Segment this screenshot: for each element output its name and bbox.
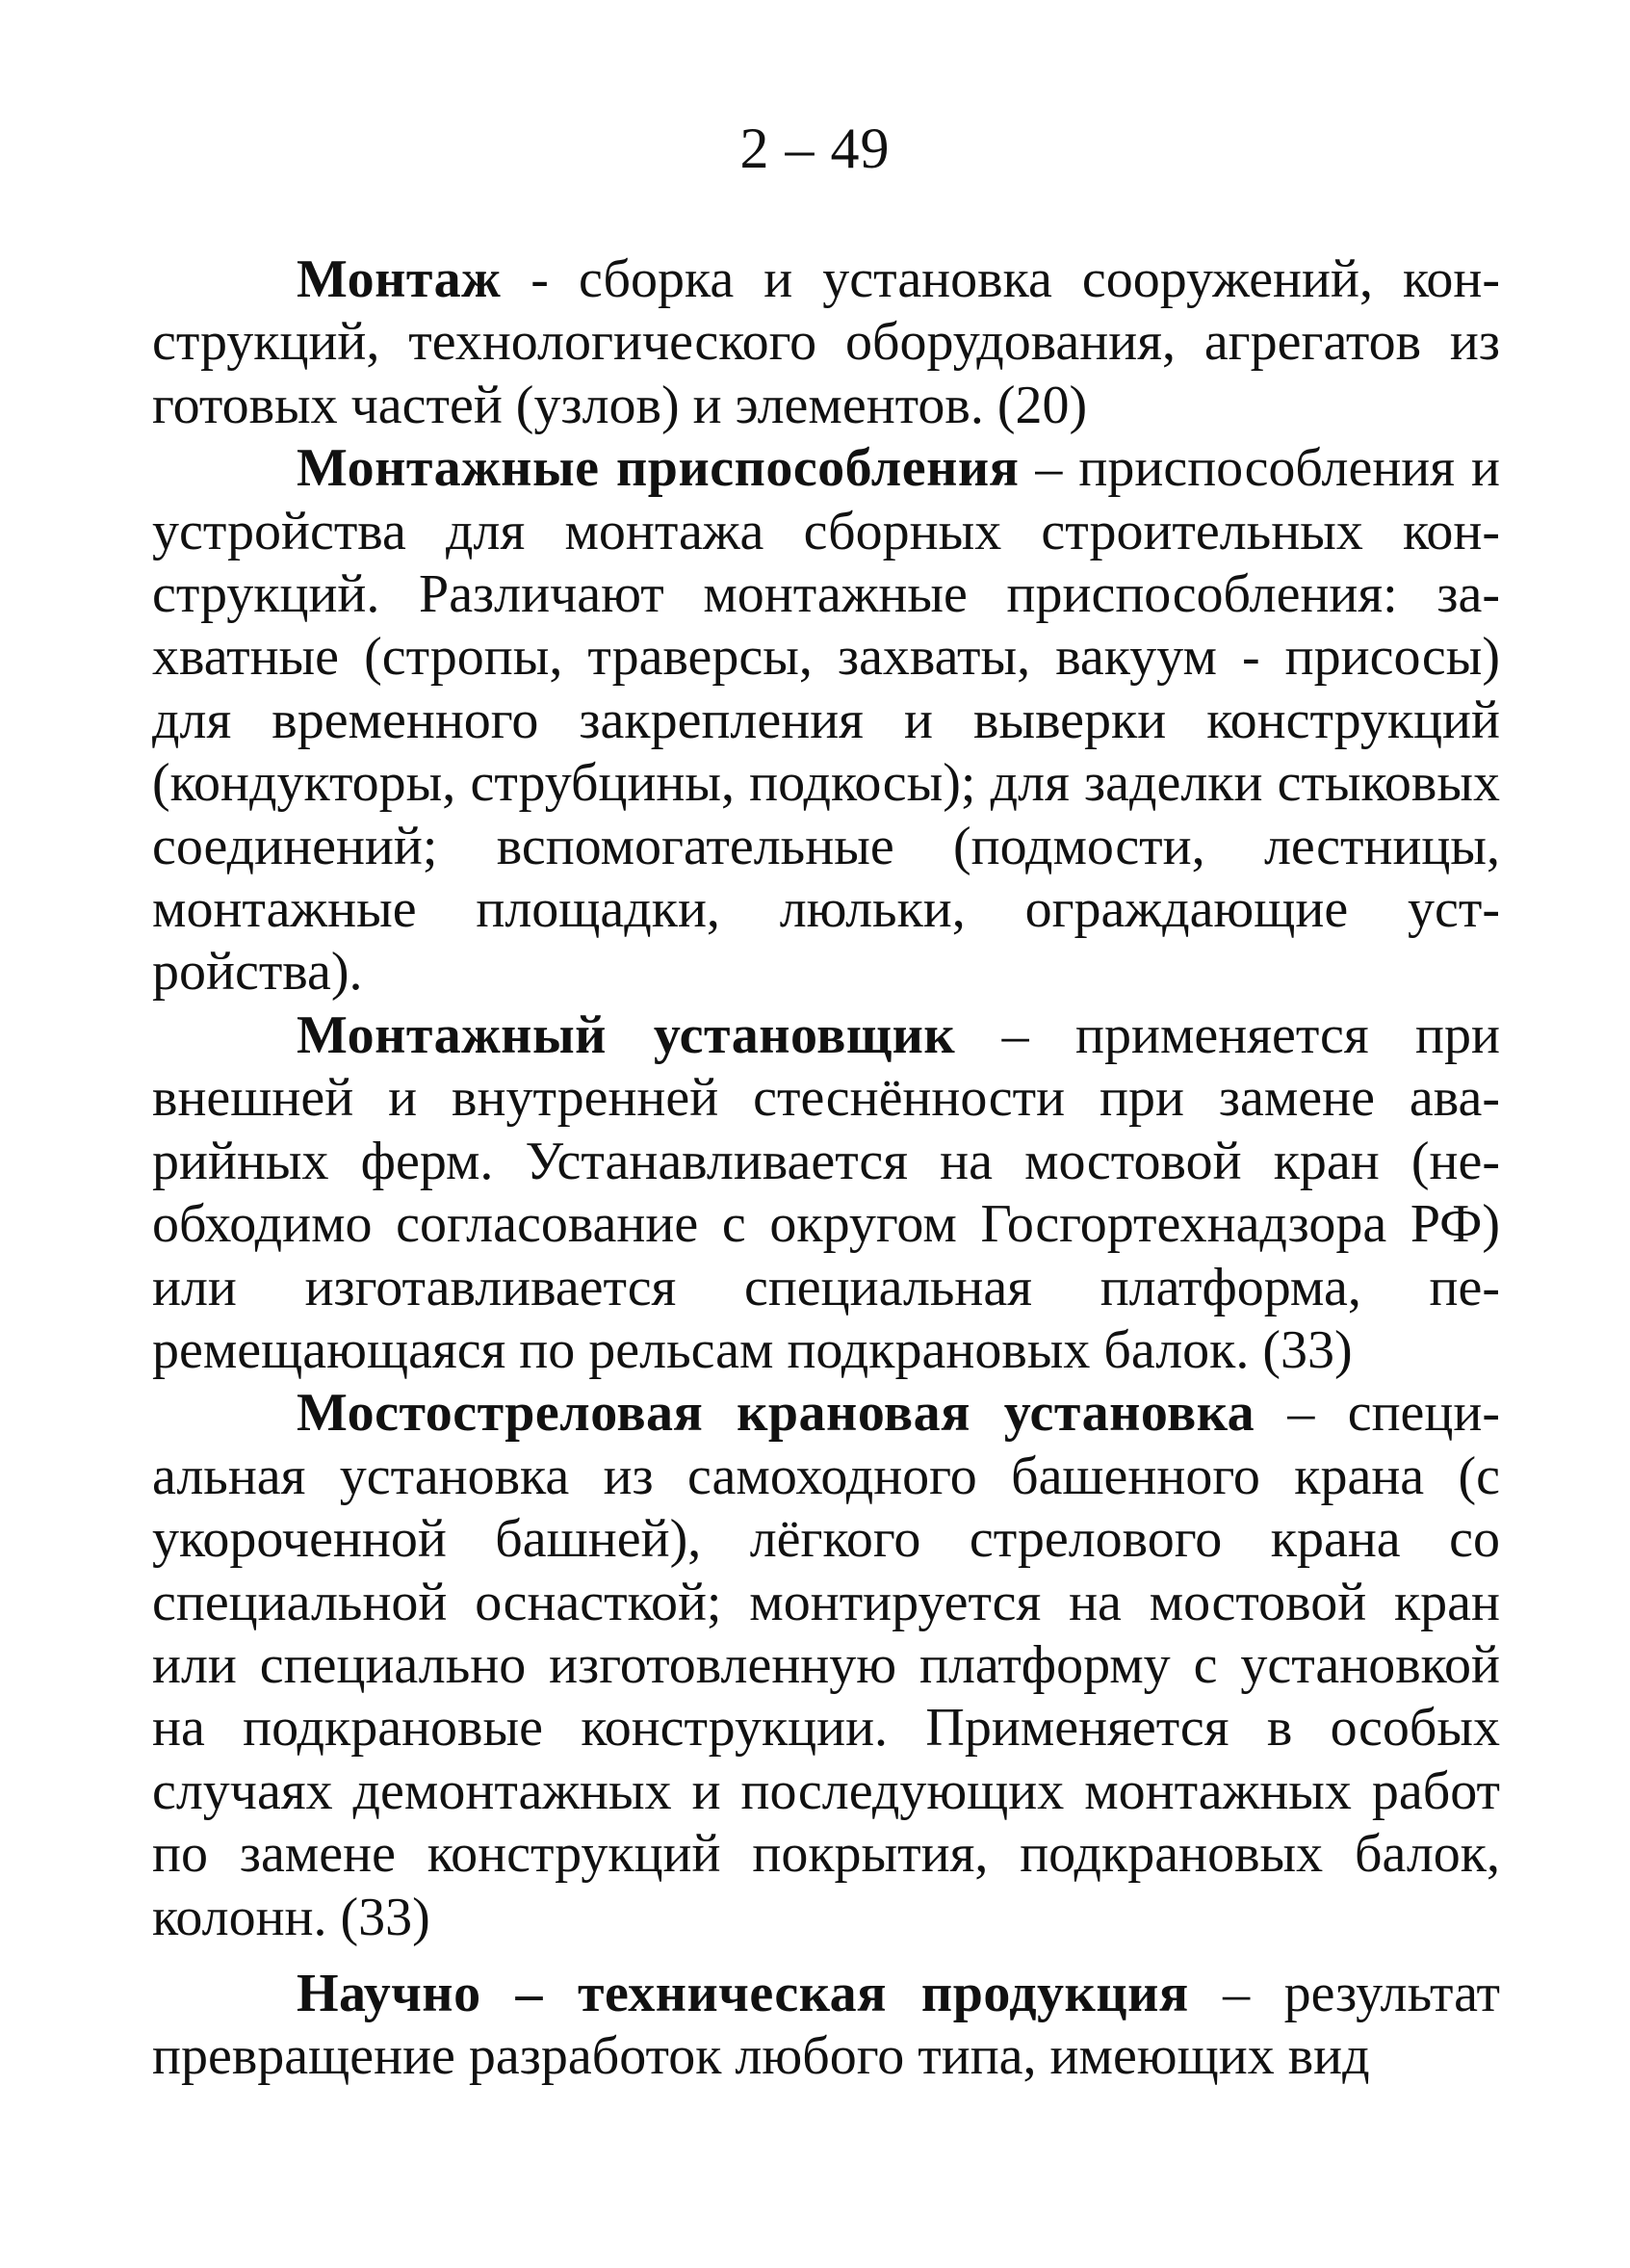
glossary-entry [152,1382,1500,1949]
glossary-body [152,248,1500,2089]
glossary-entry [152,1004,1500,1382]
entry-term: Монтажные приспособления [297,438,1020,499]
entry-term: Научно – техническая продукция [297,1963,1189,2023]
entry-definition: специальная установка из самоходного башенного крана (с укороченной башней), лёгкого стрелового крана со специальной оснасткой; монтируется на мостовой кран или специально изготовленную платформу с установкой на подкрановые конструкции. Применяется в особых случаях демонтажных и последующих монтажных работ по замене конструкций покрытия, подкрановых балок, колонн. (33) [152,1383,1500,1947]
entry-definition: сборка и установка сооружений, конструкций, технологического оборудования, агрегатов из готовых частей (узлов) и элементов. (20) [152,249,1500,435]
entry-separator: - [501,249,579,309]
entry-definition: применяется при внешней и внутренней стеснённости при замене аварийных ферм. Устанавливается на мостовой кран (необходимо согласование с округом Госгортехнадзора РФ) или изготавливается специальная платформа, перемещающаяся по рельсам подкрановых балок. (33) [152,1004,1500,1380]
entry-term: Монтажный установщик [297,1004,956,1065]
entry-definition: результат превращение разработок любого типа, имеющих вид [152,1963,1501,2087]
glossary-entry [152,1963,1500,2089]
glossary-entry [152,437,1500,1004]
entry-term: Мостостреловая крановая установка [297,1383,1255,1444]
entry-separator: – [1188,1963,1284,2023]
entry-separator: – [955,1004,1076,1065]
entry-separator: – [1255,1383,1348,1444]
entry-definition: приспособления и устройства для монтажа сборных строительных конструкций. Различают монтажные приспособления: захватные (стропы, траверсы, захваты, вакуум - присосы) для временного закрепления и выверки конструкций (кондукторы, струбцины, подкосы); для заделки стыковых соединений; вспомогательные (подмости, лестницы, монтажные площадки, люльки, ограждающие устройства). [152,438,1500,1003]
entry-separator: – [1019,438,1079,499]
entry-term: Монтаж [297,249,502,309]
glossary-entry [152,248,1500,437]
page-number: 2 – 49 [739,117,891,180]
